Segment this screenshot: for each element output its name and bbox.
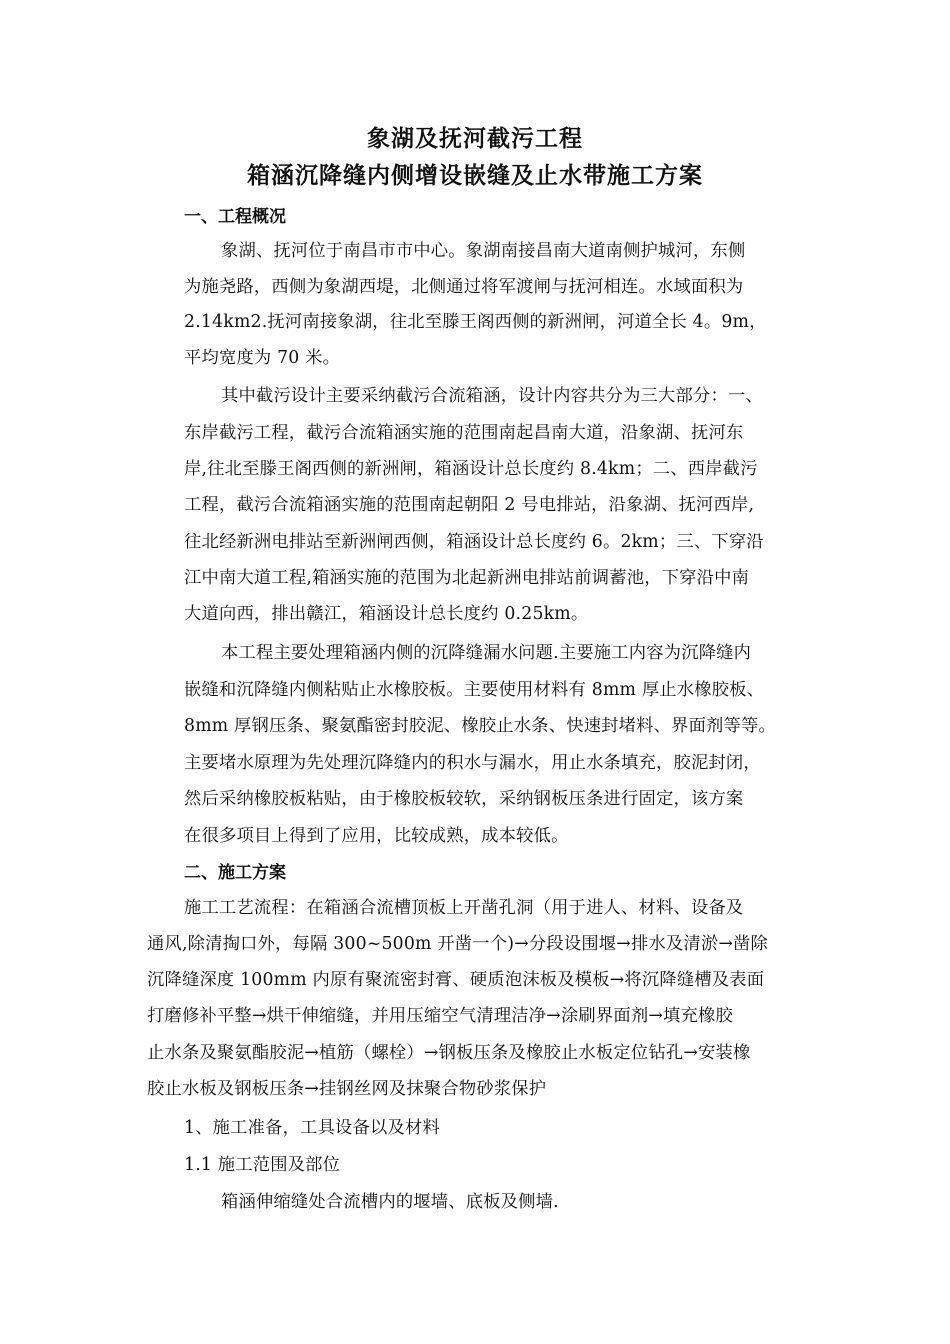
section-heading-overview: 一、工程概况 (184, 207, 286, 227)
paragraph-line: 施工工艺流程：在箱涵合流槽顶板上开凿孔洞（用于进人、材料、设备及 (184, 898, 744, 918)
paragraph-line: 本工程主要处理箱涵内侧的沉降缝漏水问题.主要施工内容为沉降缝内 (221, 643, 752, 663)
paragraph-line: 在很多项目上得到了应用，比较成熟，成本较低。 (184, 826, 569, 846)
document-title: 象湖及抚河截污工程 (367, 125, 583, 152)
paragraph-line: 平均宽度为 70 米。 (184, 348, 341, 368)
paragraph-line: 通风,除清掏口外，每隔 300~500m 开凿一个)→分段设围堰→排水及清淤→凿除 (147, 934, 769, 954)
paragraph-line: 东岸截污工程，截污合流箱涵实施的范围南起昌南大道，沿象湖、抚河东 (184, 423, 744, 443)
paragraph-line: 止水条及聚氨酯胶泥→植筋（螺栓）→钢板压条及橡胶止水板定位钻孔→安装橡 (147, 1043, 751, 1063)
paragraph-line: 主要堵水原理为先处理沉降缝内的积水与漏水，用止水条填充，胶泥封闭， (184, 753, 761, 773)
paragraph-line: 8mm 厚钢压条、聚氨酯密封胶泥、橡胶止水条、快速封堵料、界面剂等等。 (184, 716, 776, 736)
paragraph-line: 其中截污设计主要采纳截污合流箱涵，设计内容共分为三大部分：一、 (221, 386, 763, 406)
paragraph-line: 胶止水板及钢板压条→挂钢丝网及抹聚合物砂浆保护 (147, 1079, 547, 1099)
paragraph-line: 大道向西，排出赣江，箱涵设计总长度约 0.25km。 (184, 604, 589, 624)
paragraph-line: 工程，截污合流箱涵实施的范围南起朝阳 2 号电排站，沿象湖、抚河西岸, (184, 495, 755, 515)
paragraph-line: 为施尧路，西侧为象湖西堤，北侧通过将军渡闸与抚河相连。水域面积为 (184, 277, 744, 297)
section-heading-plan: 二、施工方案 (184, 863, 286, 883)
paragraph-line: 打磨修补平整→烘干伸缩缝，并用压缩空气清理洁净→涂刷界面剂→填充橡胶 (147, 1006, 733, 1026)
paragraph-line: 沉降缝深度 100mm 内原有聚流密封膏、硬质泡沫板及模板→将沉降缝槽及表面 (147, 970, 765, 990)
paragraph-line: 2.14km2.抚河南接象湖，往北至滕王阁西侧的新洲闸，河道全长 4。9m， (184, 312, 767, 332)
document-subtitle: 箱涵沉降缝内侧增设嵌缝及止水带施工方案 (247, 162, 703, 189)
paragraph-line: 往北经新洲电排站至新洲闸西侧，箱涵设计总长度约 6。2km；三、下穿沿 (184, 532, 764, 552)
paragraph-line: 嵌缝和沉降缝内侧粘贴止水橡胶板。主要使用材料有 8mm 厚止水橡胶板、 (184, 680, 765, 700)
paragraph-line: 然后采纳橡胶板粘贴，由于橡胶板较软，采纳钢板压条进行固定，该方案 (184, 789, 744, 809)
subsection-heading: 1、施工准备，工具设备以及材料 (184, 1118, 440, 1138)
paragraph-line: 岸,往北至滕王阁西侧的新洲闸，箱涵设计总长度约 8.4km；二、西岸截污 (184, 459, 758, 479)
subsection-heading: 1.1 施工范围及部位 (184, 1155, 341, 1175)
paragraph-line: 象湖、抚河位于南昌市市中心。象湖南接昌南大道南侧护城河，东侧 (221, 241, 746, 261)
paragraph-line: 江中南大道工程,箱涵实施的范围为北起新洲电排站前调蓄池，下穿沿中南 (184, 568, 750, 588)
paragraph-line: 箱涵伸缩缝处合流槽内的堰墙、底板及侧墙. (221, 1192, 559, 1212)
